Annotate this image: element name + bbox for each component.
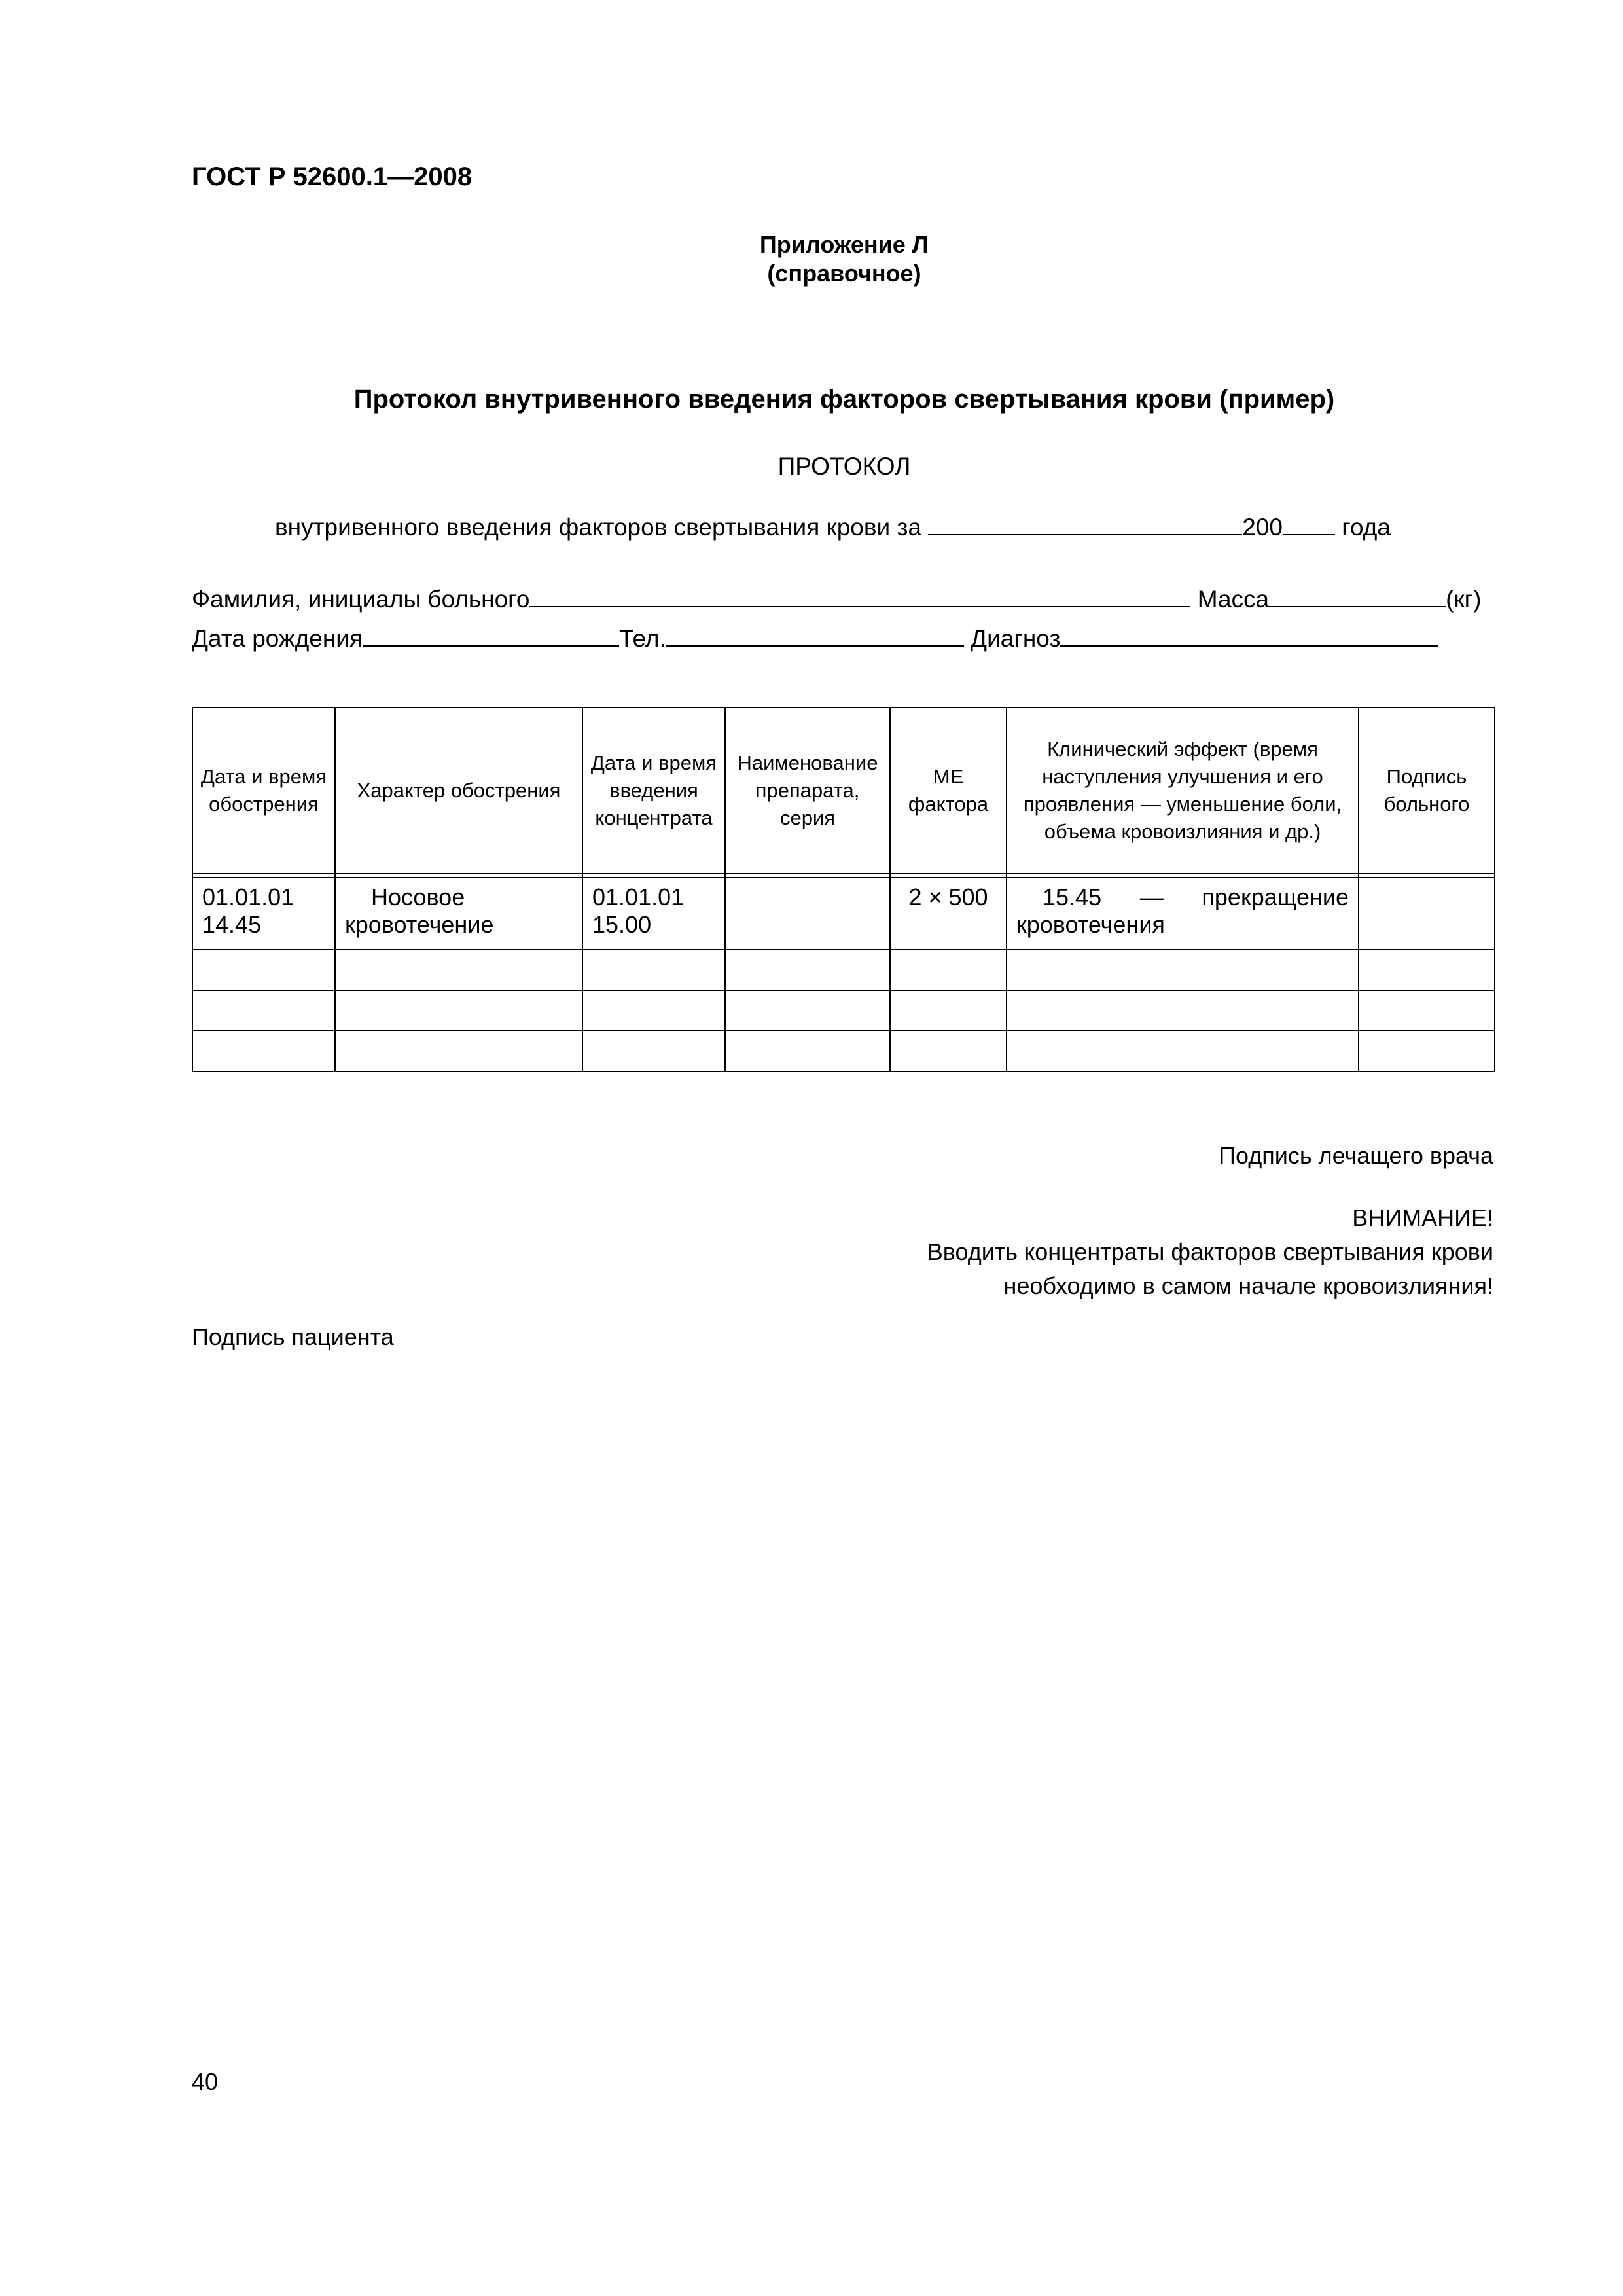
header-factor-units: МЕ фактора bbox=[890, 708, 1007, 874]
protocol-subtitle: внутривенного введения факторов свертывания крови за bbox=[275, 514, 921, 541]
header-clinical-effect: Клинический эффект (время наступления улучшения и его проявления — уменьшение боли, объема кровоизлияния и др.) bbox=[1007, 708, 1359, 874]
year-blank[interactable] bbox=[1283, 511, 1335, 535]
page-number: 40 bbox=[192, 2068, 219, 2095]
cell-factor-units: 2 × 500 bbox=[890, 878, 1007, 950]
exacerbation-time: 14.45 bbox=[202, 911, 262, 938]
patient-signature-label: Подпись пациента bbox=[192, 1323, 394, 1350]
table-row bbox=[192, 950, 1495, 990]
table-header-row bbox=[192, 708, 1495, 874]
exacerbation-date: 01.01.01 bbox=[202, 884, 294, 910]
cell-clinical-effect: 15.45 — прекращение кровотечения bbox=[1007, 878, 1359, 950]
document-code: ГОСТ Р 52600.1—2008 bbox=[192, 162, 473, 191]
attention-note bbox=[927, 1201, 1493, 1303]
table-row bbox=[192, 990, 1495, 1031]
table-row bbox=[192, 1031, 1495, 1071]
phone-blank[interactable] bbox=[666, 622, 964, 647]
administration-time: 15.00 bbox=[592, 911, 652, 938]
diagnosis-label: Диагноз bbox=[971, 625, 1061, 652]
birth-blank[interactable] bbox=[363, 622, 619, 647]
year-suffix: года bbox=[1342, 514, 1391, 541]
name-label: Фамилия, инициалы больного bbox=[192, 586, 530, 613]
diagnosis-blank[interactable] bbox=[1060, 622, 1438, 647]
mass-blank[interactable] bbox=[1269, 583, 1446, 607]
attention-line-1: Вводить концентраты факторов свертывания крови bbox=[927, 1238, 1493, 1265]
name-blank[interactable] bbox=[529, 583, 1190, 607]
mass-label: Масса bbox=[1197, 586, 1270, 613]
annex-type: (справочное) bbox=[767, 260, 921, 287]
period-blank[interactable] bbox=[928, 511, 1242, 535]
phone-label: Тел. bbox=[619, 625, 666, 652]
cell-drug-name bbox=[725, 878, 890, 950]
header-patient-signature: Подпись больного bbox=[1359, 708, 1495, 874]
year-prefix: 200 bbox=[1242, 514, 1283, 541]
protocol-period-line bbox=[275, 511, 1391, 541]
annex-title: Приложение Л bbox=[759, 231, 929, 258]
infusion-log-table bbox=[192, 707, 1495, 1072]
table-row bbox=[192, 878, 1495, 950]
annex-heading bbox=[0, 230, 1623, 288]
cell-exacerbation-datetime bbox=[192, 878, 335, 950]
birth-phone-diagnosis-line bbox=[192, 622, 1438, 653]
doctor-signature-label: Подпись лечащего врача bbox=[1219, 1142, 1493, 1169]
protocol-heading: ПРОТОКОЛ bbox=[777, 453, 911, 480]
attention-line-2: необходимо в самом начале кровоизлияния! bbox=[1003, 1272, 1493, 1299]
administration-date: 01.01.01 bbox=[592, 884, 685, 910]
mass-unit: (кг) bbox=[1446, 586, 1482, 613]
cell-administration-datetime bbox=[582, 878, 725, 950]
attention-title: ВНИМАНИЕ! bbox=[1352, 1204, 1493, 1231]
patient-name-line bbox=[192, 583, 1481, 613]
header-exacerbation-type: Характер обострения bbox=[335, 708, 582, 874]
header-administration-datetime: Дата и время введения концентрата bbox=[582, 708, 725, 874]
header-exacerbation-datetime: Дата и время обострения bbox=[192, 708, 335, 874]
page-title: Протокол внутривенного введения факторов свертывания крови (пример) bbox=[353, 385, 1335, 414]
cell-patient-signature bbox=[1359, 878, 1495, 950]
header-drug-name: Наименование препарата, серия bbox=[725, 708, 890, 874]
cell-exacerbation-type: Носовое кровотечение bbox=[335, 878, 582, 950]
birth-label: Дата рождения bbox=[192, 625, 363, 652]
